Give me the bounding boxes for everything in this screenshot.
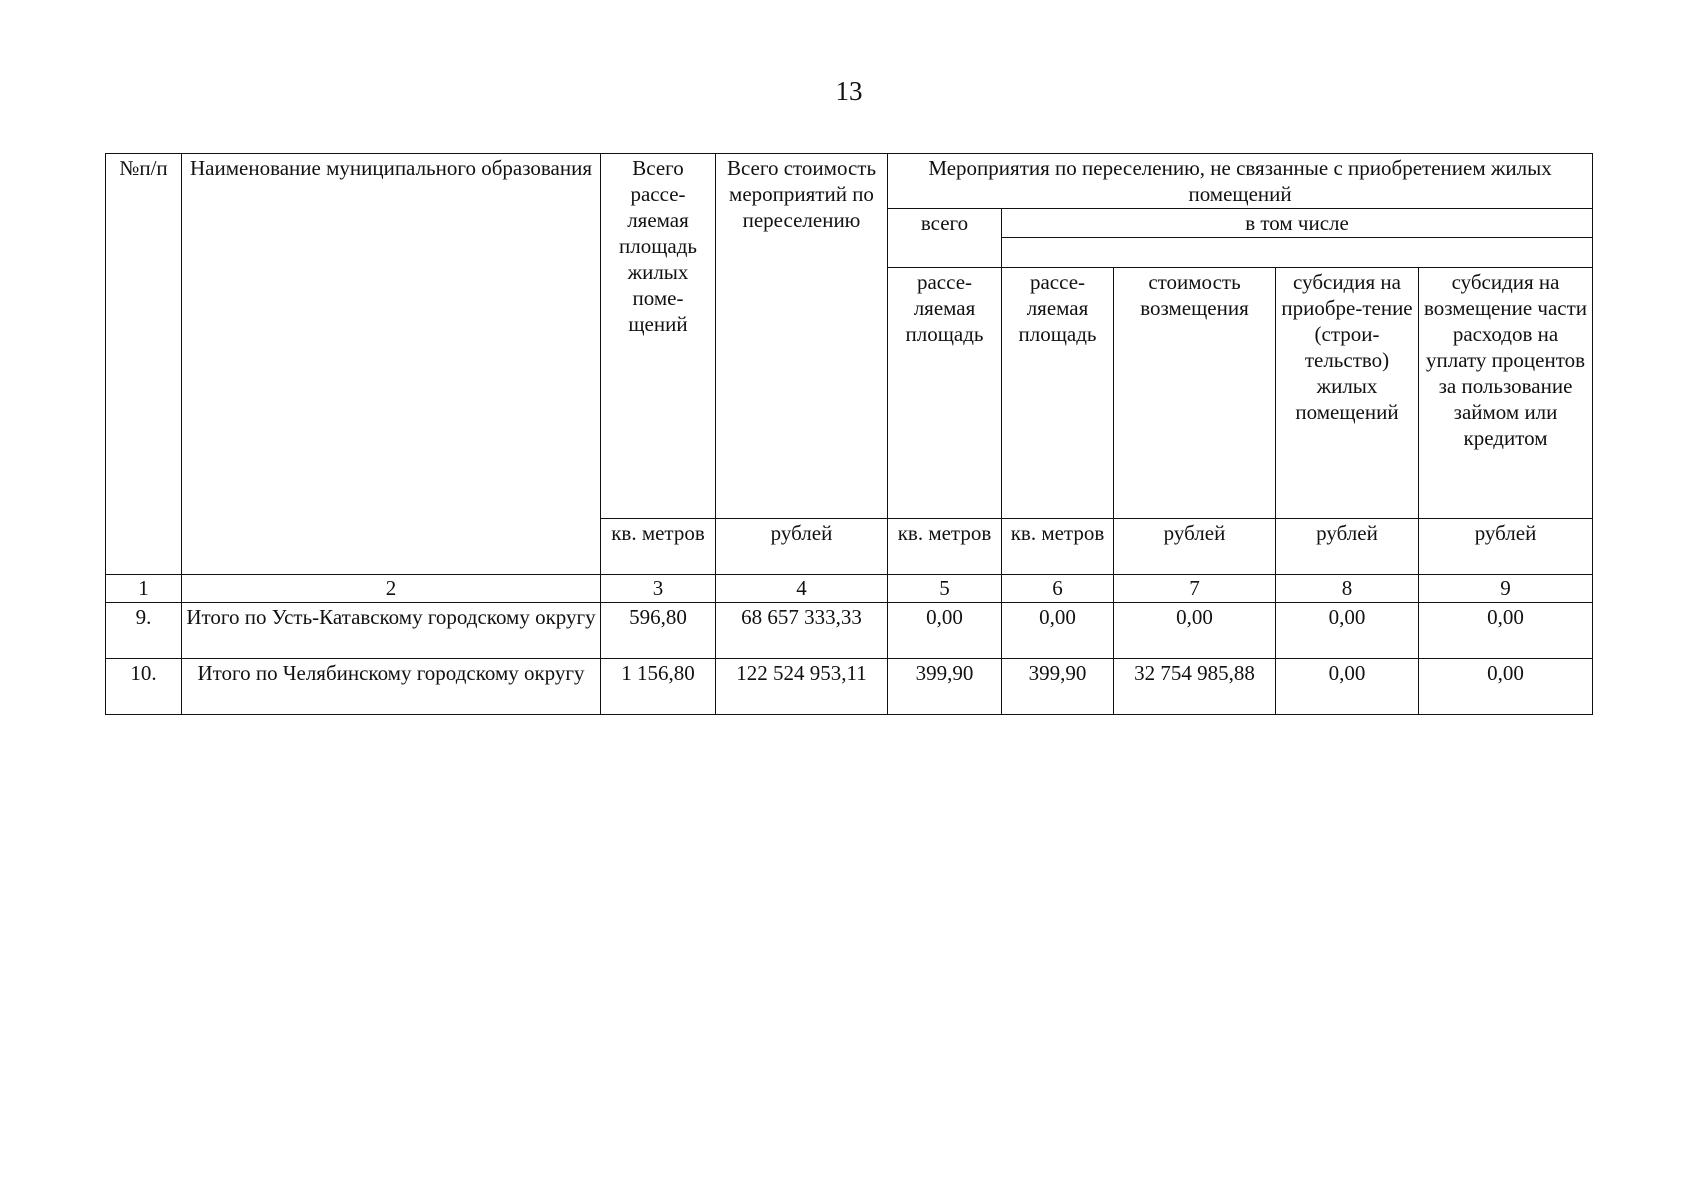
unit-col9: рублей xyxy=(1419,519,1593,575)
unit-col8: рублей xyxy=(1276,519,1419,575)
row-area-incl: 399,90 xyxy=(1002,658,1114,714)
header-row-1 xyxy=(106,154,1593,209)
row-total-area: 596,80 xyxy=(601,602,716,658)
unit-col3: кв. метров xyxy=(601,519,716,575)
header-sub-compensation: стоимость возмещения xyxy=(1114,268,1276,519)
unit-col7: рублей xyxy=(1114,519,1276,575)
column-number: 5 xyxy=(888,575,1002,603)
unit-col4: рублей xyxy=(716,519,888,575)
row-number: 9. xyxy=(106,602,182,658)
column-number: 1 xyxy=(106,575,182,603)
row-name: Итого по Усть-Катавскому городскому округу xyxy=(182,602,601,658)
header-sub-subsidy-interest: субсидия на возмещение части расходов на уплату процентов за пользование займом или кредитом xyxy=(1419,268,1593,519)
row-subsidy-interest: 0,00 xyxy=(1419,602,1593,658)
row-number: 10. xyxy=(106,658,182,714)
row-area-incl: 0,00 xyxy=(1002,602,1114,658)
row-total-cost: 68 657 333,33 xyxy=(716,602,888,658)
row-name: Итого по Челябинскому городскому округу xyxy=(182,658,601,714)
row-total-area: 1 156,80 xyxy=(601,658,716,714)
row-area-total: 399,90 xyxy=(888,658,1002,714)
column-number: 4 xyxy=(716,575,888,603)
header-group-including: в том числе xyxy=(1002,209,1593,238)
header-blank-cell xyxy=(1002,238,1593,268)
header-number: №п/п xyxy=(106,154,182,575)
column-number: 8 xyxy=(1276,575,1419,603)
header-group-title: Мероприятия по переселению, не связанные с приобретением жилых помещений xyxy=(888,154,1593,209)
header-total-area: Всего рассе-ляемая площадь жилых поме-щений xyxy=(601,154,716,519)
header-sub-area-incl: рассе-ляемая площадь xyxy=(1002,268,1114,519)
page-number: 13 xyxy=(835,76,863,106)
column-number: 3 xyxy=(601,575,716,603)
column-number: 2 xyxy=(182,575,601,603)
row-compensation: 0,00 xyxy=(1114,602,1276,658)
header-total-cost: Всего стоимость мероприятий по переселению xyxy=(716,154,888,519)
column-number: 6 xyxy=(1002,575,1114,603)
column-number-row xyxy=(106,575,1593,603)
row-subsidy-purchase: 0,00 xyxy=(1276,602,1419,658)
header-sub-subsidy-purchase: субсидия на приобре-тение (строи-тельство) жилых помещений xyxy=(1276,268,1419,519)
unit-col5: кв. метров xyxy=(888,519,1002,575)
row-subsidy-purchase: 0,00 xyxy=(1276,658,1419,714)
row-total-cost: 122 524 953,11 xyxy=(716,658,888,714)
table-row xyxy=(106,658,1593,714)
resettlement-table xyxy=(105,153,1593,715)
header-municipality-name: Наименование муниципального образования xyxy=(182,154,601,575)
header-sub-area-total: рассе-ляемая площадь xyxy=(888,268,1002,519)
unit-col6: кв. метров xyxy=(1002,519,1114,575)
column-number: 7 xyxy=(1114,575,1276,603)
row-compensation: 32 754 985,88 xyxy=(1114,658,1276,714)
column-number: 9 xyxy=(1419,575,1593,603)
table-row xyxy=(106,602,1593,658)
row-area-total: 0,00 xyxy=(888,602,1002,658)
row-subsidy-interest: 0,00 xyxy=(1419,658,1593,714)
header-group-total: всего xyxy=(888,209,1002,268)
